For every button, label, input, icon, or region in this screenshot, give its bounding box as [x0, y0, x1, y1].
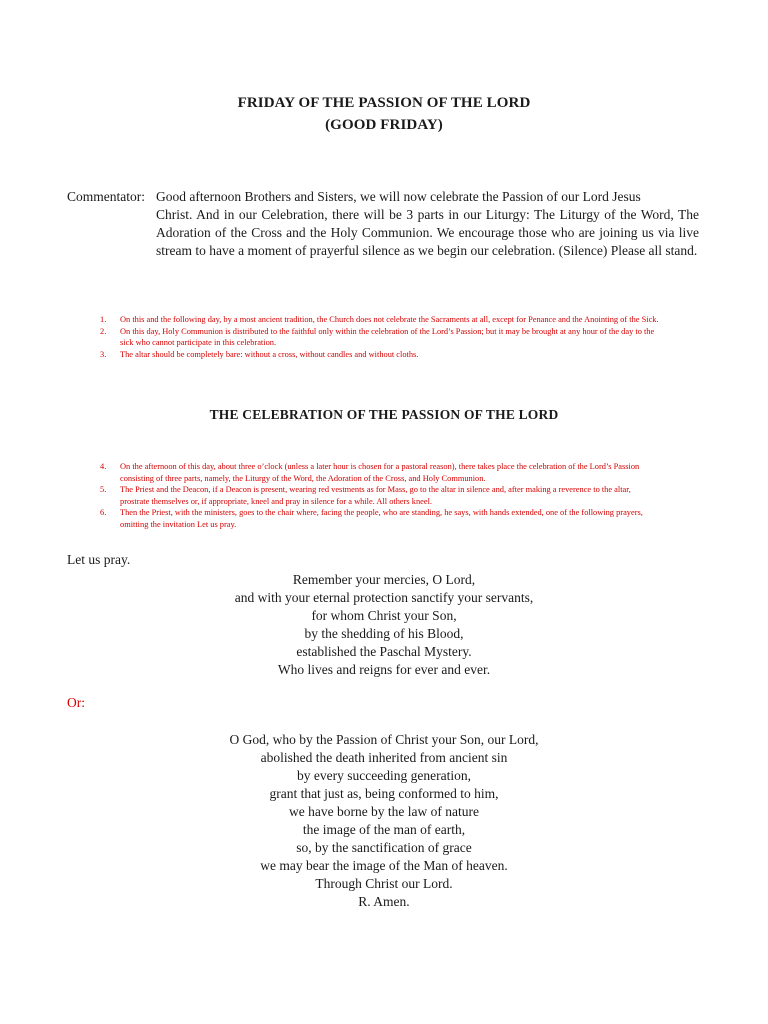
- prayer-line: by every succeeding generation,: [297, 768, 471, 783]
- rubric-text: On this and the following day, by a most ancient tradition, the Church does not celebrate the Sacraments at all, except for Penance and the Anointing of the Sick.: [120, 315, 659, 324]
- collect-prayer-1: [0, 571, 768, 679]
- prayer-line: established the Paschal Mystery.: [296, 644, 472, 659]
- prayer-line: Through Christ our Lord.: [315, 876, 453, 891]
- commentator-label: Commentator:: [67, 189, 145, 204]
- rubric-number: 2.: [100, 326, 107, 336]
- prayer-line: and with your eternal protection sanctify your servants,: [234, 590, 534, 605]
- prayer-line: O God, who by the Passion of Christ your Son, our Lord,: [229, 732, 539, 747]
- prayer-line: we may bear the image of the Man of heaven.: [260, 858, 508, 873]
- rubric-item: [100, 484, 660, 507]
- document-subtitle: (GOOD FRIDAY): [325, 117, 443, 133]
- prayer-line: abolished the death inherited from ancient sin: [260, 750, 508, 765]
- prayer-line: Remember your mercies, O Lord,: [292, 572, 476, 587]
- prayer-line: the image of the man of earth,: [302, 822, 466, 837]
- prayer-line: by the shedding of his Blood,: [304, 626, 464, 641]
- rubric-text: The Priest and the Deacon, if a Deacon is present, wearing red vestments as for Mass, go to the altar in silence and, after making a reverence to the altar, prostrate themselves or, if appropriate, kneel and pray in silence for a while. All others kneel.: [120, 485, 631, 506]
- rubric-text: The altar should be completely bare: without a cross, without candles and without cloths.: [120, 349, 419, 359]
- section-heading: THE CELEBRATION OF THE PASSION OF THE LORD: [209, 407, 559, 422]
- rubric-list-intro: [100, 314, 660, 360]
- rubric-number: 6.: [100, 508, 107, 518]
- rubric-item: [100, 326, 660, 349]
- prayer-response: R. Amen.: [358, 894, 410, 909]
- collect-prayer-2: [0, 731, 768, 911]
- let-us-pray: Let us pray.: [67, 552, 131, 567]
- rubric-item: [100, 461, 660, 484]
- prayer-line: we have borne by the law of nature: [288, 804, 480, 819]
- rubric-number: 3.: [100, 349, 107, 359]
- rubric-number: 4.: [100, 462, 107, 471]
- rubric-item: [100, 314, 660, 326]
- prayer-line: for whom Christ your Son,: [311, 608, 457, 623]
- prayer-line: so, by the sanctification of grace: [296, 840, 472, 855]
- commentator-speech-first-line: Good afternoon Brothers and Sisters, we will now celebrate the Passion of our Lord Jesus: [156, 189, 641, 204]
- rubric-text: Then the Priest, with the ministers, goes to the chair where, facing the people, who are standing, he says, with hands extended, one of the following prayers, omitting the invitation Let us pray.: [120, 508, 643, 529]
- rubric-number: 1.: [100, 315, 107, 324]
- rubric-number: 5.: [100, 485, 107, 495]
- or-label: Or:: [67, 695, 85, 710]
- commentator-speech: Christ. And in our Celebration, there will be 3 parts in our Liturgy: The Liturgy of the Word, The Adoration of the Cross and the Holy Communion. We encourage those who are joining us via live stream to have a moment of prayerful silence as we begin our celebration. (Silence) Please all stand.: [156, 207, 699, 258]
- rubric-item: [100, 507, 660, 530]
- rubric-text: On this day, Holy Communion is distributed to the faithful only within the celebration of the Lord’s Passion; but it may be brought at any hour of the day to the sick who cannot participate in this celebration.: [120, 326, 655, 348]
- document-title: FRIDAY OF THE PASSION OF THE LORD: [237, 95, 531, 111]
- prayer-line: grant that just as, being conformed to him,: [269, 786, 499, 801]
- rubric-list-celebration: [100, 461, 660, 531]
- rubric-item: [100, 349, 660, 361]
- rubric-text: On the afternoon of this day, about three o’clock (unless a later hour is chosen for a pastoral reason), there takes place the celebration of the Lord’s Passion consisting of three parts, namely, the Liturgy of the Word, the Adoration of the Cross, and Holy Communion.: [120, 462, 640, 483]
- prayer-line: Who lives and reigns for ever and ever.: [277, 662, 491, 677]
